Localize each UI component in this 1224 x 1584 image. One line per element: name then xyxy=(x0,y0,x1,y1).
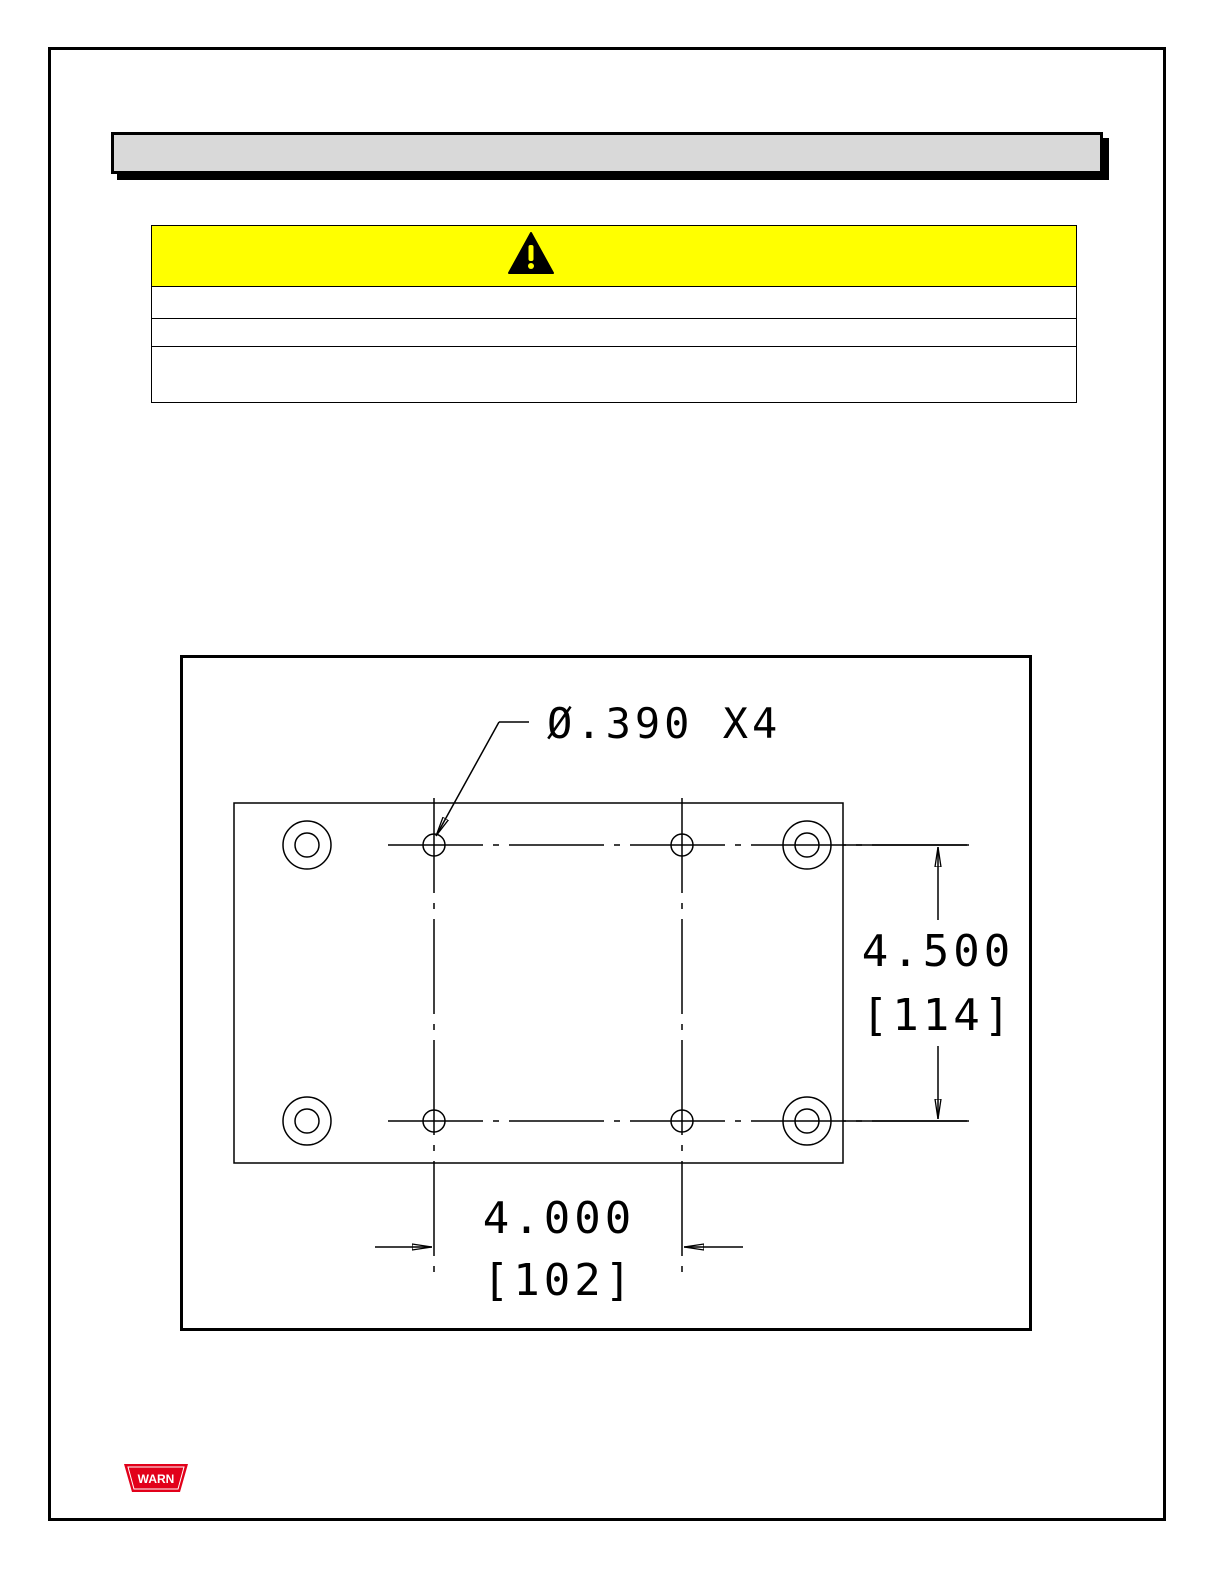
warning-table xyxy=(151,225,1077,403)
height-dimension-label: 4.500 xyxy=(861,926,1015,977)
plate-outline xyxy=(234,803,843,1163)
hole-leader xyxy=(436,722,529,836)
warning-header xyxy=(152,226,1076,287)
section-title-bar xyxy=(111,132,1103,174)
extension-lines xyxy=(843,845,969,1121)
warning-row xyxy=(152,319,1076,347)
warn-logo xyxy=(124,1462,188,1494)
mounting-pattern-drawing xyxy=(180,655,1032,1331)
warning-triangle-icon xyxy=(507,231,555,275)
warning-row xyxy=(152,347,1076,402)
corner-bolts xyxy=(283,821,831,1145)
height-dimension-metric-label: [114] xyxy=(861,990,1015,1041)
drawing-canvas xyxy=(183,658,1029,1328)
width-dimension-metric-label: [102] xyxy=(482,1255,636,1306)
mounting-holes xyxy=(423,834,693,1132)
hole-callout-label: Ø.390 X4 xyxy=(547,699,782,748)
logo-text: WARN xyxy=(137,1472,175,1486)
warning-row xyxy=(152,287,1076,319)
width-dimension-label: 4.000 xyxy=(482,1193,636,1244)
